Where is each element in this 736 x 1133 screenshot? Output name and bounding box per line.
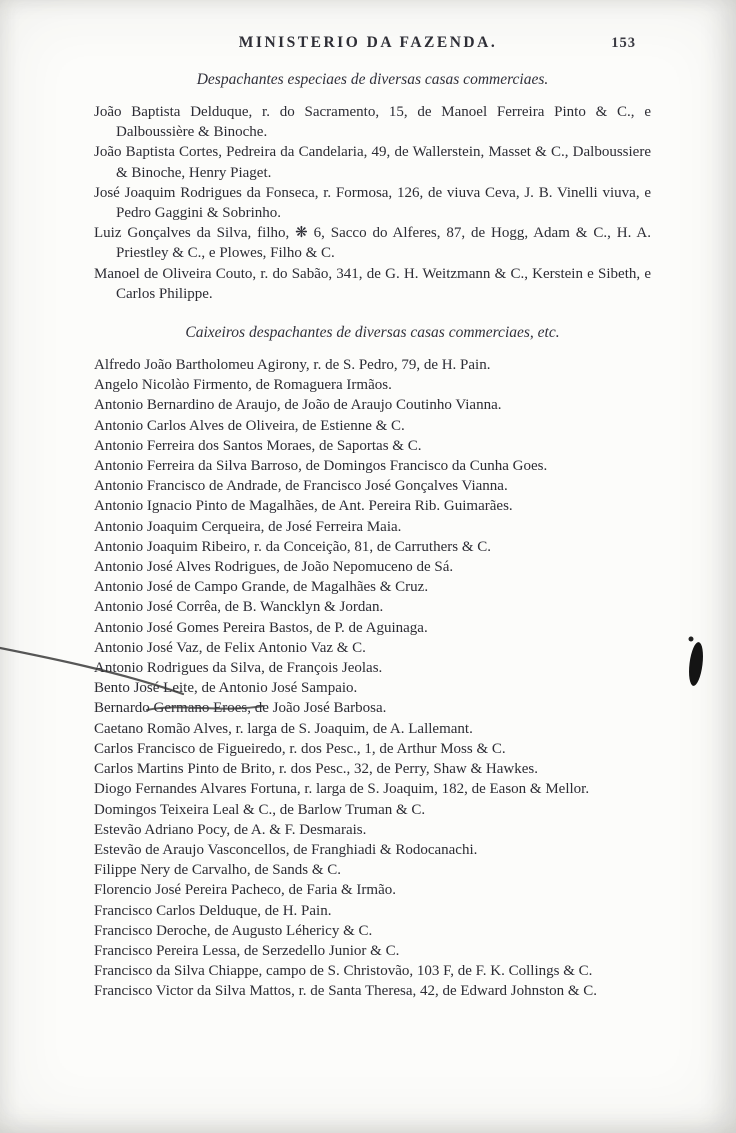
directory-entry: Francisco da Silva Chiappe, campo de S. Christovão, 103 F, de F. K. Collings & C. — [94, 963, 593, 980]
directory-entry: Antonio Joaquim Cerqueira, de José Ferreira Maia. — [94, 518, 402, 535]
directory-entry: Francisco Pereira Lessa, de Serzedello Junior & C. — [94, 942, 400, 959]
directory-entry: José Joaquim Rodrigues da Fonseca, r. Formosa, 126, de viuva Ceva, J. B. Vinelli viuva, e Pedro Gaggini & Sobrinho. — [94, 184, 651, 222]
directory-entry: Bento José Leite, de Antonio José Sampaio. — [94, 680, 358, 697]
section-title: Caixeiros despachantes de diversas casas commerciaes, etc. — [185, 324, 560, 342]
directory-entry: Francisco Carlos Delduque, de H. Pain. — [94, 902, 332, 919]
directory-entry: Alfredo João Bartholomeu Agirony, r. de S. Pedro, 79, de H. Pain. — [94, 357, 491, 374]
directory-entry: Antonio José Alves Rodrigues, de João Nepomuceno de Sá. — [94, 559, 454, 576]
directory-entry: Antonio Ferreira da Silva Barroso, de Domingos Francisco da Cunha Goes. — [94, 458, 548, 475]
directory-entry: João Baptista Cortes, Pedreira da Candelaria, 49, de Wallerstein, Masset & C., Dalboussiere & Binoche, Henry Piaget. — [94, 144, 651, 181]
section-title: Despachantes especiaes de diversas casas commerciaes. — [196, 71, 549, 88]
directory-section — [94, 324, 651, 1002]
directory-entry: Antonio Carlos Alves de Oliveira, de Estienne & C. — [94, 417, 405, 434]
directory-entry: Estevão de Araujo Vasconcellos, de Franghiadi & Rodocanachi. — [94, 841, 478, 858]
ink-blob — [687, 641, 705, 686]
directory-entry: Antonio Joaquim Ribeiro, r. da Conceição, 81, de Carruthers & C. — [94, 538, 492, 555]
directory-entry: Antonio José de Campo Grande, de Magalhães & Cruz. — [94, 579, 429, 596]
directory-entry: Manoel de Oliveira Couto, r. do Sabão, 341, de G. H. Weitzmann & C., Kerstein e Sibeth, e Carlos Philippe. — [94, 265, 651, 302]
directory-entry: Luiz Gonçalves da Silva, filho, ❋ 6, Sacco do Alferes, 87, de Hogg, Adam & C., H. A. Priestley & C., e Plowes, Filho & C. — [94, 225, 651, 262]
directory-entry: Domingos Teixeira Leal & C., de Barlow Truman & C. — [94, 801, 426, 818]
entry-list — [94, 355, 651, 1002]
page-title: MINISTERIO DA FAZENDA. — [238, 34, 498, 51]
directory-entry: Diogo Fernandes Alvares Fortuna, r. larga de S. Joaquim, 182, de Eason & Mellor. — [94, 781, 590, 798]
ink-dot — [689, 637, 694, 642]
directory-entry: Antonio José Gomes Pereira Bastos, de P. de Aguinaga. — [94, 619, 428, 636]
directory-entry: Estevão Adriano Pocy, de A. & F. Desmarais. — [94, 821, 367, 838]
page-header — [0, 34, 736, 56]
directory-section — [94, 71, 651, 304]
directory-entry: Antonio Ferreira dos Santos Moraes, de Saportas & C. — [94, 437, 422, 454]
directory-entry: Francisco Victor da Silva Mattos, r. de Santa Theresa, 42, de Edward Johnston & C. — [94, 983, 598, 1000]
directory-entry: Francisco Deroche, de Augusto Léhericy & C. — [94, 922, 373, 939]
directory-entry: Carlos Martins Pinto de Brito, r. dos Pesc., 32, de Perry, Shaw & Hawkes. — [94, 761, 538, 778]
directory-entry: Bernardo Germano Eroes, de João José Barbosa. — [94, 700, 387, 717]
directory-entry: Antonio José Vaz, de Felix Antonio Vaz & C. — [94, 639, 366, 656]
sections — [94, 71, 651, 1002]
directory-entry: Antonio Francisco de Andrade, de Francisco José Gonçalves Vianna. — [94, 478, 508, 495]
directory-entry: Angelo Nicolào Firmento, de Romaguera Irmãos. — [94, 377, 392, 394]
directory-entry: Caetano Romão Alves, r. larga de S. Joaquim, de A. Lallemant. — [94, 720, 473, 737]
directory-entry: Antonio Bernardino de Araujo, de João de Araujo Coutinho Vianna. — [94, 397, 502, 414]
directory-entry: Antonio José Corrêa, de B. Wancklyn & Jordan. — [94, 599, 384, 616]
page-number: 153 — [611, 35, 636, 51]
directory-entry: João Baptista Delduque, r. do Sacramento, 15, de Manoel Ferreira Pinto & C., e Dalboussière & Binoche. — [94, 104, 651, 141]
directory-entry: Antonio Rodrigues da Silva, de François Jeolas. — [94, 660, 383, 677]
entry-list — [94, 102, 651, 304]
directory-entry: Carlos Francisco de Figueiredo, r. dos Pesc., 1, de Arthur Moss & C. — [94, 740, 506, 757]
directory-entry: Florencio José Pereira Pacheco, de Faria & Irmão. — [94, 882, 396, 899]
directory-entry: Antonio Ignacio Pinto de Magalhães, de Ant. Pereira Rib. Guimarães. — [94, 498, 513, 515]
directory-entry: Filippe Nery de Carvalho, de Sands & C. — [94, 862, 342, 879]
